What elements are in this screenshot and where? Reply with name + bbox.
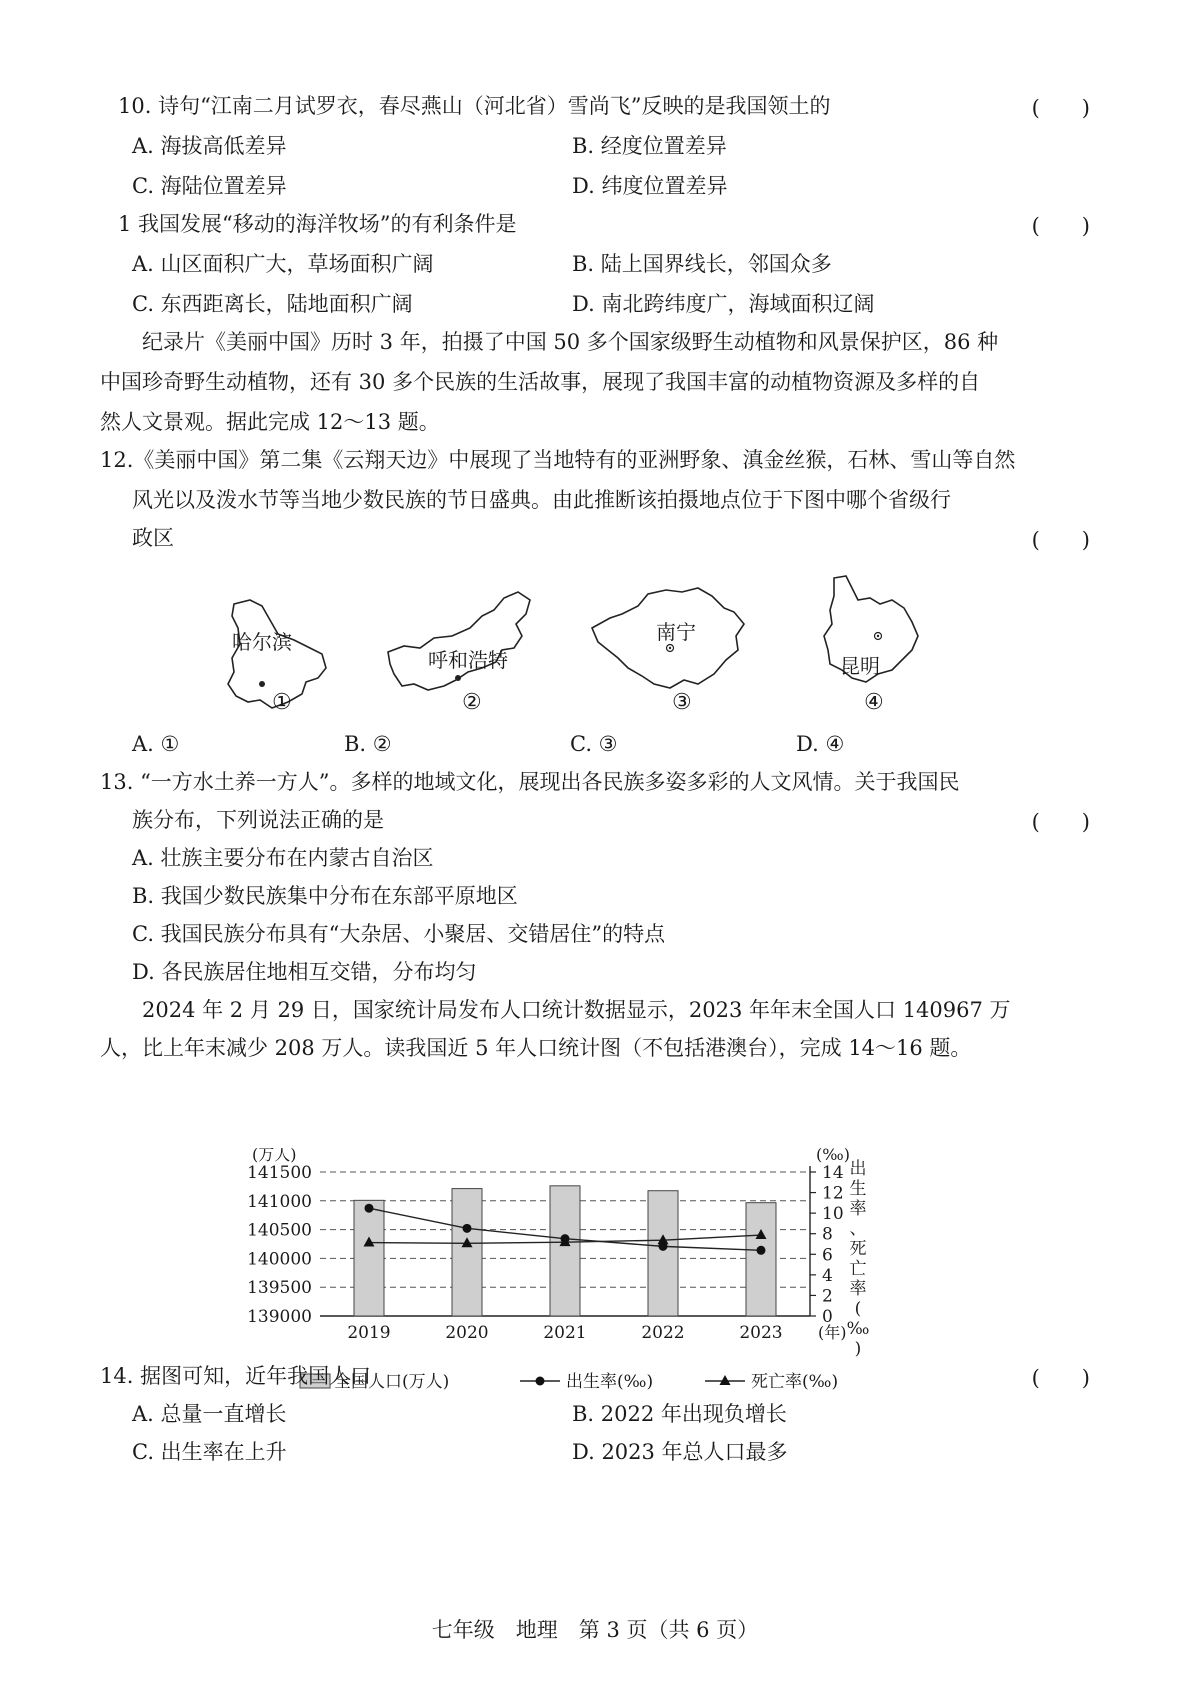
q10-stem: 10. 诗句“江南二月试罗衣，春尽燕山（河北省）雪尚飞”反映的是我国领土的 (118, 94, 831, 118)
right-axis-label-char: 亡 (849, 1259, 867, 1279)
q14-option-d[interactable]: D. 2023 年总人口最多 (572, 1440, 788, 1464)
x-axis-unit: (年) (818, 1323, 847, 1342)
right-axis-label-char: 率 (849, 1199, 867, 1219)
map-1-city: 哈尔滨 (232, 630, 292, 654)
map-4-number[interactable]: ④ (864, 690, 884, 715)
right-tick-label: 6 (822, 1245, 833, 1266)
q14-answer-bracket[interactable]: ( ) (1031, 1366, 1090, 1390)
legend-death-label: 死亡率(‰) (751, 1372, 839, 1392)
right-axis-label-char: ( (854, 1299, 862, 1319)
legend-death-marker (720, 1375, 731, 1385)
q12-option-c[interactable]: C. ③ (570, 732, 618, 756)
q11-option-a[interactable]: A. 山区面积广大，草场面积广阔 (132, 252, 434, 276)
q12-answer-bracket[interactable]: ( ) (1031, 528, 1090, 552)
map-3-number[interactable]: ③ (672, 690, 692, 715)
right-axis-label-char: 出 (849, 1159, 867, 1179)
q12-option-b[interactable]: B. ② (344, 732, 392, 756)
right-axis-label-char: 生 (849, 1179, 867, 1199)
x-tick-label: 2021 (543, 1323, 587, 1343)
population-bar-2021 (550, 1186, 580, 1316)
map-4-city: 昆明 (840, 654, 880, 678)
right-axis-label-char: 死 (849, 1239, 867, 1259)
right-tick-label: 14 (822, 1163, 844, 1183)
right-axis-unit: (‰) (816, 1148, 850, 1164)
left-tick-label: 139500 (247, 1278, 312, 1299)
map-3-city: 南宁 (656, 620, 696, 644)
q11-option-b[interactable]: B. 陆上国界线长，邻国众多 (572, 252, 832, 276)
right-axis-label-char: 率 (849, 1279, 867, 1299)
left-tick-label: 139000 (247, 1307, 312, 1327)
page-footer: 七年级 地理 第 3 页（共 6 页） (431, 1618, 759, 1642)
q13-stem-line2: 族分布，下列说法正确的是 (132, 808, 384, 832)
x-tick-label: 2023 (739, 1323, 783, 1343)
intro-12-13-line3: 然人文景观。据此完成 12～13 题。 (100, 410, 440, 434)
q13-option-c[interactable]: C. 我国民族分布具有“大杂居、小聚居、交错居住”的特点 (132, 922, 666, 946)
q13-answer-bracket[interactable]: ( ) (1031, 810, 1090, 834)
q10-option-d[interactable]: D. 纬度位置差异 (572, 174, 728, 198)
left-tick-label: 140500 (247, 1220, 312, 1241)
left-tick-label: 141000 (247, 1191, 312, 1212)
q10-answer-bracket[interactable]: ( ) (1031, 96, 1090, 120)
intro-14-16-line2: 人，比上年末减少 208 万人。读我国近 5 年人口统计图（不包括港澳台），完成 14～16 题。 (100, 1036, 972, 1060)
q12-stem-line3: 政区 (132, 526, 174, 550)
right-axis-label-char: ‰ (846, 1319, 870, 1339)
right-axis-label-char: ) (854, 1339, 862, 1359)
left-axis-unit: (万人) (252, 1148, 297, 1164)
right-tick-label: 2 (822, 1286, 833, 1307)
q11-option-d[interactable]: D. 南北跨纬度广，海域面积辽阔 (572, 292, 875, 316)
legend-population-label: 全国人口(万人) (334, 1372, 450, 1392)
q11-option-c[interactable]: C. 东西距离长，陆地面积广阔 (132, 292, 413, 316)
population-bar-2022 (648, 1191, 678, 1316)
q13-stem-line1: 13. “一方水土养一方人”。多样的地域文化，展现出各民族多姿多彩的人文风情。关于我国民 (100, 770, 960, 794)
q11-answer-bracket[interactable]: ( ) (1031, 214, 1090, 238)
intro-12-13-line2: 中国珍奇野生动植物，还有 30 多个民族的生活故事，展现了我国丰富的动植物资源及多样的自 (100, 370, 981, 394)
population-bar-2019 (354, 1200, 384, 1316)
q14-option-c[interactable]: C. 出生率在上升 (132, 1440, 287, 1464)
q12-option-d[interactable]: D. ④ (796, 732, 845, 756)
right-axis-label-char: 、 (849, 1219, 867, 1239)
birth-rate-point (463, 1224, 472, 1233)
legend-birth-marker (536, 1377, 545, 1386)
q13-option-b[interactable]: B. 我国少数民族集中分布在东部平原地区 (132, 884, 518, 908)
q10-option-b[interactable]: B. 经度位置差异 (572, 134, 727, 158)
intro-14-16-line1: 2024 年 2 月 29 日，国家统计局发布人口统计数据显示，2023 年年末全国人口 140967 万 (100, 998, 1011, 1022)
q13-option-a[interactable]: A. 壮族主要分布在内蒙古自治区 (132, 846, 434, 870)
birth-rate-point (365, 1204, 374, 1213)
q13-option-d[interactable]: D. 各民族居住地相互交错，分布均匀 (132, 960, 477, 984)
q12-stem-line1: 12.《美丽中国》第二集《云翔天边》中展现了当地特有的亚洲野象、滇金丝猴，石林、雪山等自然 (100, 448, 1016, 472)
x-tick-label: 2022 (641, 1323, 685, 1343)
right-tick-label: 8 (822, 1224, 833, 1245)
q14-option-a[interactable]: A. 总量一直增长 (132, 1402, 287, 1426)
q12-option-a[interactable]: A. ① (132, 732, 180, 756)
intro-12-13-line1: 纪录片《美丽中国》历时 3 年，拍摄了中国 50 多个国家级野生动植物和风景保护区，86 种 (100, 330, 999, 354)
left-tick-label: 140000 (247, 1249, 312, 1270)
population-bar-2020 (452, 1189, 482, 1316)
legend-birth-label: 出生率(‰) (566, 1372, 654, 1392)
map-2-number[interactable]: ② (462, 690, 482, 715)
population-bar-2023 (746, 1203, 776, 1316)
birth-rate-point (757, 1246, 766, 1255)
right-tick-label: 4 (822, 1265, 833, 1286)
q10-option-c[interactable]: C. 海陆位置差异 (132, 174, 287, 198)
q11-stem: 1 我国发展“移动的海洋牧场”的有利条件是 (118, 212, 517, 236)
q14-stem: 14. 据图可知，近年我国人口 (100, 1364, 372, 1388)
x-tick-label: 2020 (445, 1323, 489, 1343)
q10-option-a[interactable]: A. 海拔高低差异 (132, 134, 287, 158)
q14-option-b[interactable]: B. 2022 年出现负增长 (572, 1402, 787, 1426)
right-tick-label: 12 (822, 1183, 844, 1204)
map-1-number[interactable]: ① (272, 690, 292, 715)
map-2-city: 呼和浩特 (428, 648, 508, 672)
x-tick-label: 2019 (347, 1323, 391, 1343)
q12-stem-line2: 风光以及泼水节等当地少数民族的节日盛典。由此推断该拍摄地点位于下图中哪个省级行 (132, 488, 951, 512)
right-tick-label: 0 (822, 1307, 833, 1327)
left-tick-label: 141500 (247, 1163, 312, 1183)
right-tick-label: 10 (822, 1204, 844, 1225)
province-maps (0, 590, 1190, 790)
